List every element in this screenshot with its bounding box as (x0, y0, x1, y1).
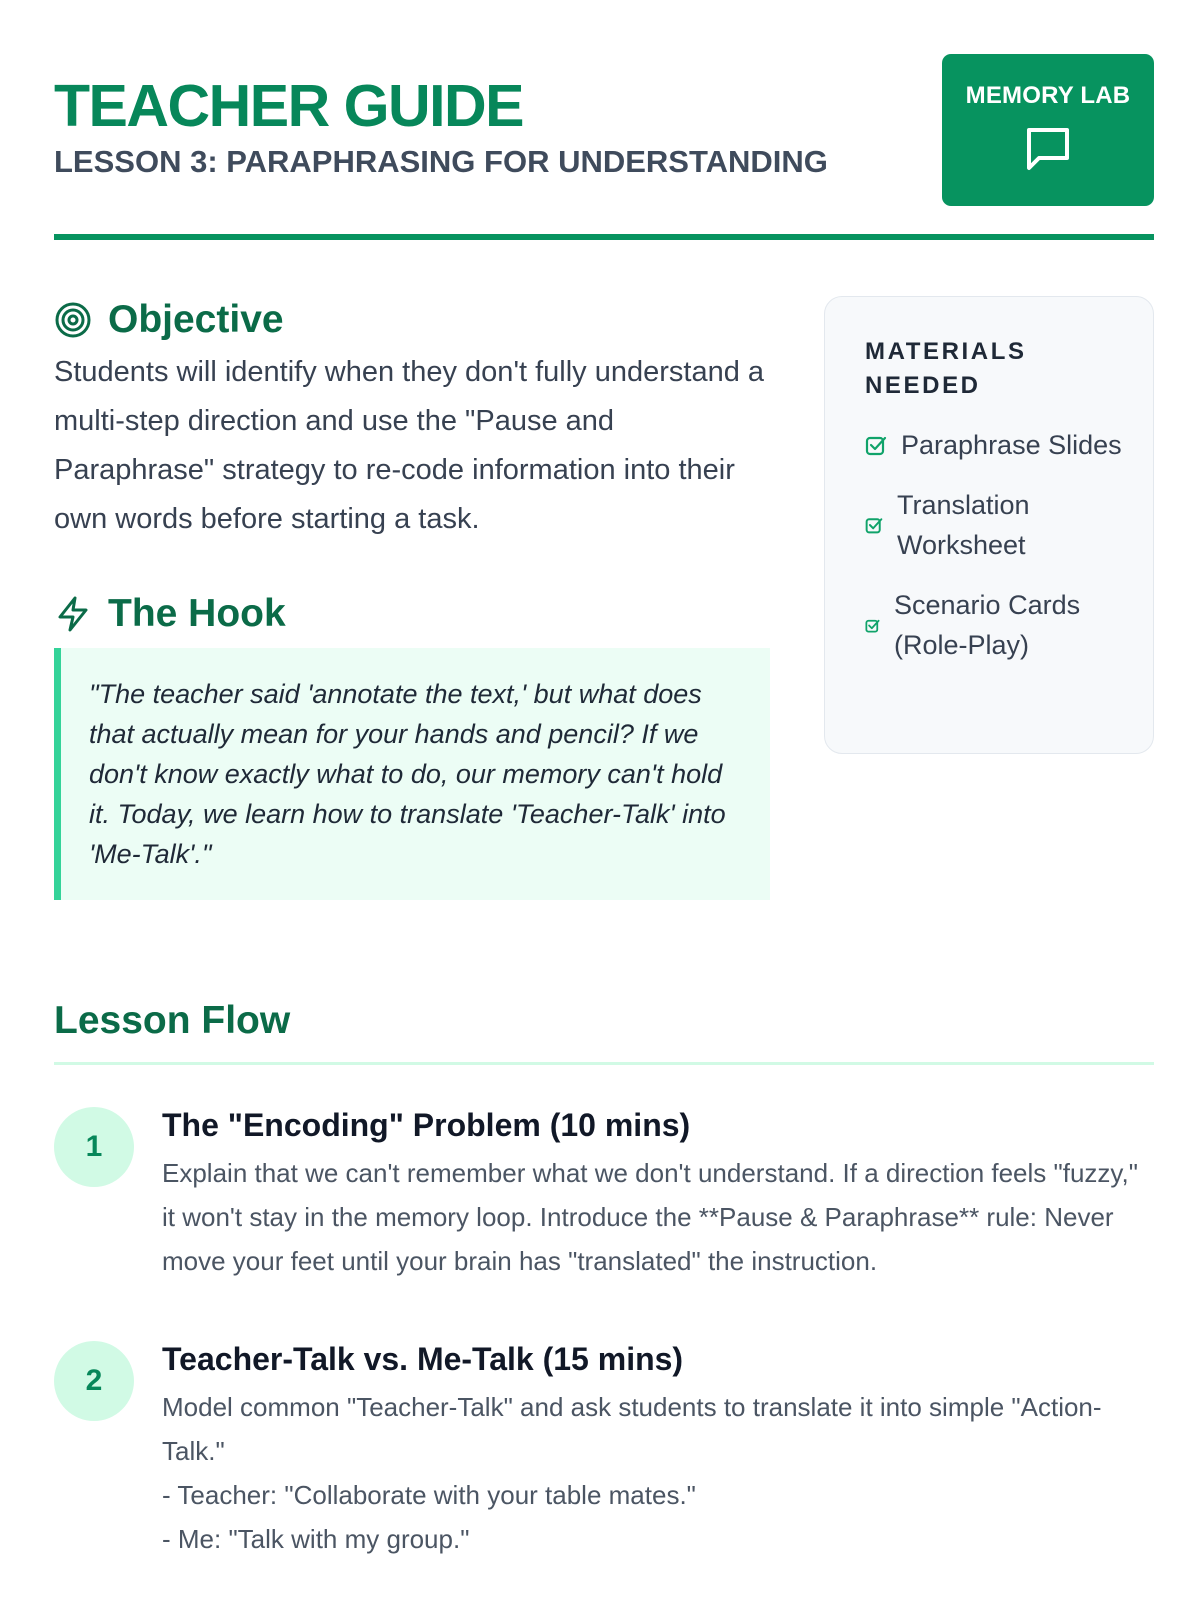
step-title: Teacher-Talk vs. Me-Talk (15 mins) (162, 1341, 684, 1377)
objective-title: Objective (108, 298, 284, 341)
materials-item-label: Paraphrase Slides (901, 430, 1122, 460)
step-number-badge: 1 (54, 1107, 134, 1187)
step-number-badge: 2 (54, 1341, 134, 1421)
materials-item (865, 425, 1127, 465)
checkbox-icon (865, 434, 887, 456)
materials-heading: MATERIALS NEEDED (865, 338, 1027, 399)
lesson-flow (54, 998, 1154, 1561)
page-header (54, 52, 1154, 204)
lesson-step (54, 1105, 1154, 1283)
badge-label: MEMORY LAB (965, 82, 1131, 109)
materials-item (865, 585, 1127, 665)
header-divider (54, 234, 1154, 240)
lesson-step (54, 1339, 1154, 1561)
step-description: Explain that we can't remember what we don't understand. If a direction feels "fuzzy," it won't stay in the memory loop. Introduce the **Pause & Paraphrase** rule: Never move your feet until your brain has "translated" the instruction. (162, 1158, 1138, 1276)
step-title: The "Encoding" Problem (10 mins) (162, 1107, 691, 1143)
lightning-icon (54, 595, 92, 633)
materials-list (865, 425, 1127, 665)
step-description: Model common "Teacher-Talk" and ask students to translate it into simple "Action-Talk." - Teacher: "Collaborate with your table mates." - Me: "Talk with my group." (162, 1392, 1102, 1554)
hook-heading (54, 590, 770, 638)
lesson-subtitle: LESSON 3: PARAPHRASING FOR UNDERSTANDING (54, 144, 828, 179)
chat-bubble-icon (1021, 122, 1075, 176)
materials-card (824, 296, 1154, 754)
materials-item (865, 485, 1127, 565)
hook-title: The Hook (108, 592, 286, 635)
teacher-guide-page (54, 0, 1154, 1600)
objective-heading (54, 296, 770, 344)
checkbox-icon (865, 516, 883, 534)
lesson-flow-title: Lesson Flow (54, 999, 291, 1042)
hook-quote (54, 648, 770, 900)
materials-item-label: Scenario Cards (Role-Play) (894, 590, 1081, 660)
page-title: TEACHER GUIDE (54, 73, 523, 139)
lesson-flow-divider (54, 1062, 1154, 1065)
hook-quote-text: "The teacher said 'annotate the text,' but what does that actually mean for your hands and pencil? If we don't know exactly what to do, our memory can't hold it. Today, we learn how to translate 'Teacher-Talk' into 'Me-Talk'." (89, 679, 726, 869)
materials-item-label: Translation Worksheet (897, 490, 1030, 560)
checkbox-icon (865, 618, 880, 633)
objective-text: Students will identify when they don't fully understand a multi-step direction and use the "Pause and Paraphrase" strategy to re-code information into their own words before starting a task. (54, 356, 765, 535)
left-column (54, 296, 770, 900)
memory-lab-badge (942, 54, 1154, 206)
target-icon (54, 301, 92, 339)
